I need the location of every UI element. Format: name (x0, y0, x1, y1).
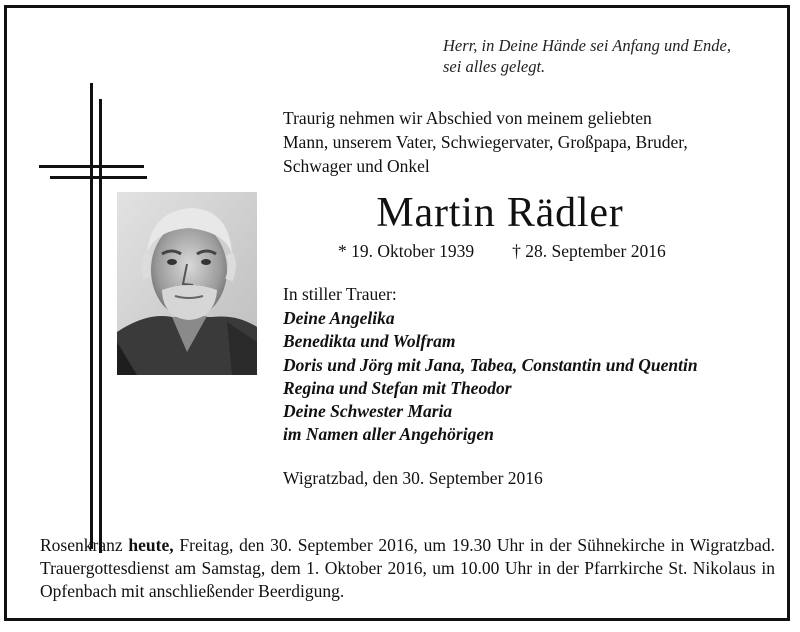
life-dates (338, 240, 666, 262)
birth-symbol: * (338, 241, 347, 261)
bible-verse-line-2: sei alles gelegt. (443, 57, 546, 76)
birth-date-value: 19. Oktober 1939 (351, 241, 475, 261)
mourning-label: In stiller Trauer: (283, 284, 397, 304)
intro-text (283, 106, 778, 178)
mourner-line: Regina und Stefan mit Theodor (283, 377, 512, 398)
service-highlight: heute, (128, 535, 174, 555)
bible-verse (443, 35, 773, 77)
mourner-line: im Namen aller Angehörigen (283, 424, 494, 445)
death-date (512, 241, 666, 261)
service-details: Freitag, den 30. September 2016, um 19.30 Uhr in der Sühnekirche in Wigratzbad. Trauergottesdienst am Samstag, dem 1. Oktober 2016, um 10.00 Uhr in der Pfarrkirche St. Nikolaus in Opfenbach mit anschließender Beerdigung. (40, 535, 775, 601)
mourners-list (283, 307, 778, 447)
intro-line-3: Schwager und Onkel (283, 156, 430, 176)
place-and-date: Wigratzbad, den 30. September 2016 (283, 468, 543, 488)
mourner-line: Doris und Jörg mit Jana, Tabea, Constantin und Quentin (283, 354, 698, 375)
portrait-photo (117, 192, 257, 375)
deceased-name: Martin Rädler (376, 190, 624, 236)
service-prefix: Rosenkranz (40, 535, 123, 555)
mourner-line: Deine Angelika (283, 308, 395, 328)
intro-line-2: Mann, unserem Vater, Schwiegervater, Großpapa, Bruder, (283, 132, 688, 152)
death-symbol: † (512, 241, 521, 261)
mourner-line: Benedikta und Wolfram (283, 331, 456, 352)
service-info (40, 534, 775, 603)
birth-date (338, 241, 474, 261)
death-date-value: 28. September 2016 (525, 241, 666, 261)
bible-verse-line-1: Herr, in Deine Hände sei Anfang und Ende, (443, 36, 731, 55)
intro-line-1: Traurig nehmen wir Abschied von meinem geliebten (283, 108, 652, 128)
mourner-line: Deine Schwester Maria (283, 401, 453, 422)
